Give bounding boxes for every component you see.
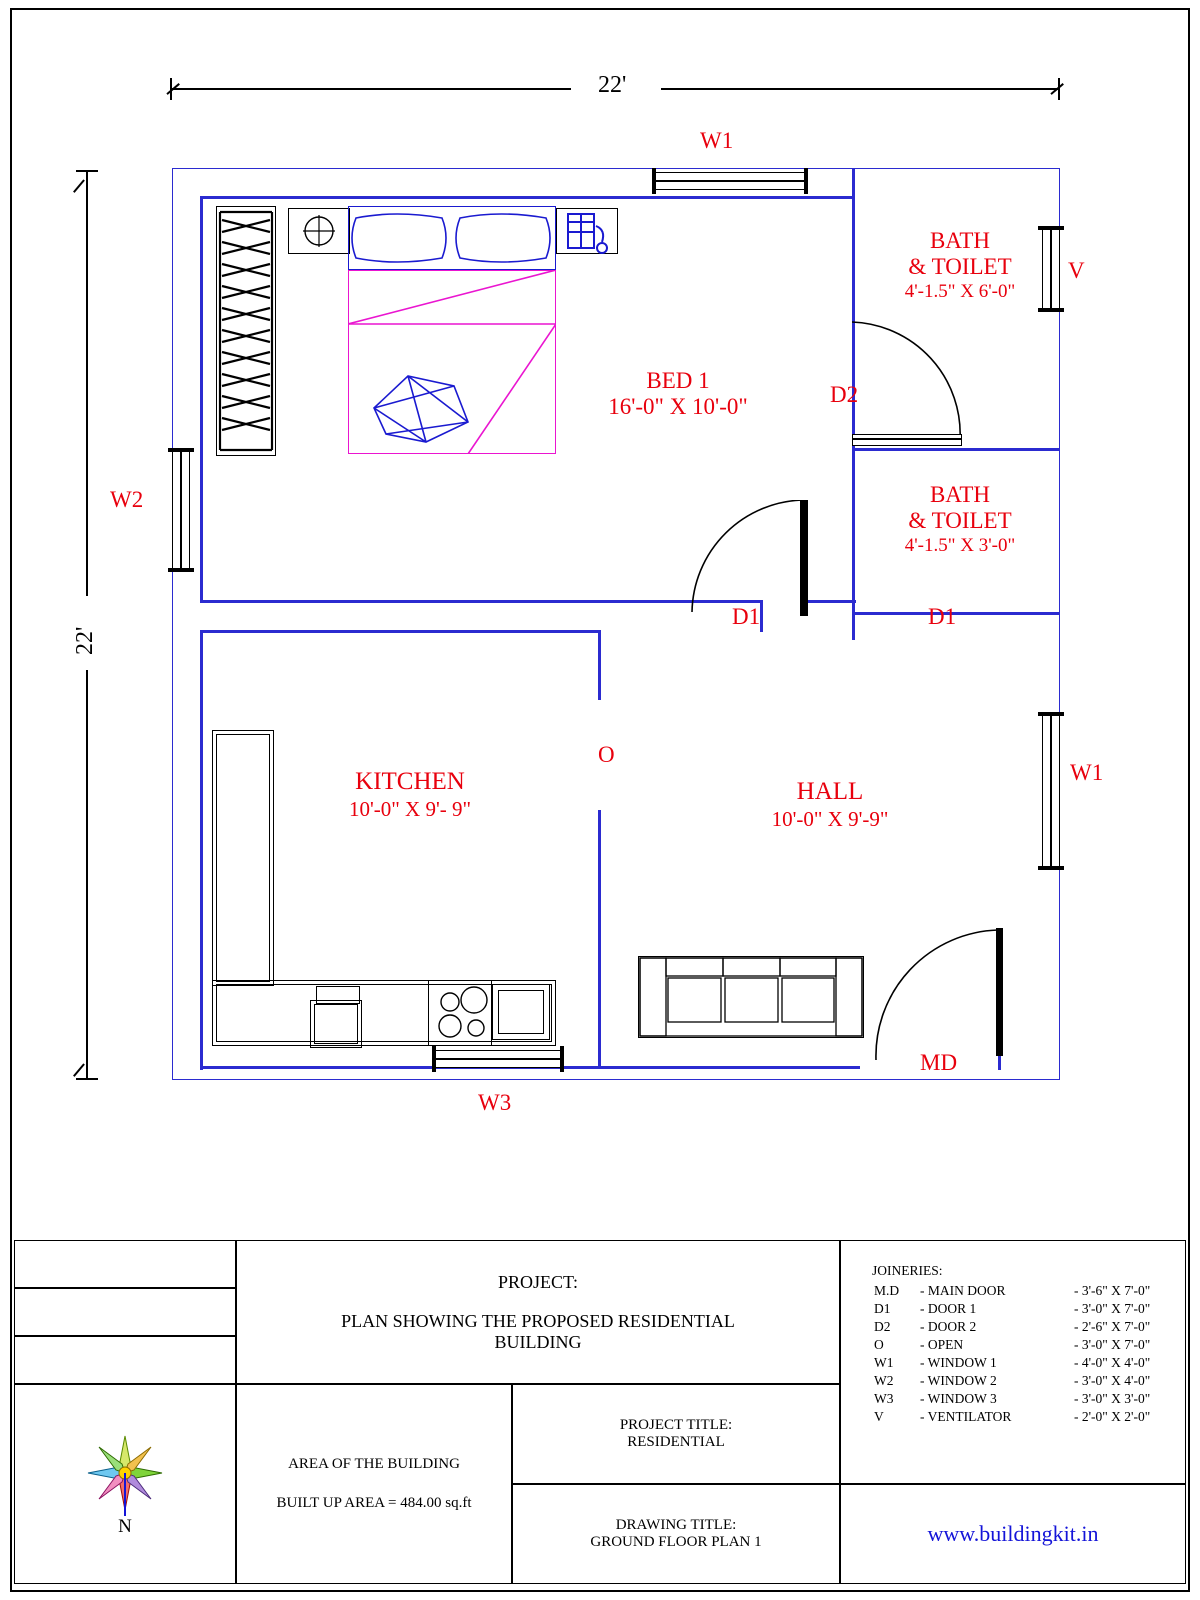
project-title-label: PROJECT TITLE: xyxy=(619,1417,733,1433)
room-size-bed1: 16'-0" X 10'-0" xyxy=(608,394,748,420)
drawing-title-label: DRAWING TITLE: xyxy=(615,1517,737,1533)
joinery-code: O xyxy=(874,1336,884,1352)
joinery-row xyxy=(872,1336,1152,1354)
project-title-value: RESIDENTIAL xyxy=(627,1434,725,1450)
joinery-size: - 2'-6" X 7'-0" xyxy=(1074,1318,1151,1334)
project-name-line2: BUILDING xyxy=(494,1331,582,1352)
label-d1-center: D1 xyxy=(732,604,761,629)
label-w1-top: W1 xyxy=(700,128,734,153)
room-size-hall: 10'-0" X 9'-9" xyxy=(771,806,889,831)
joinery-code: M.D xyxy=(874,1282,900,1298)
joinery-row xyxy=(872,1390,1152,1408)
joinery-code: D1 xyxy=(874,1300,891,1316)
joinery-code: V xyxy=(874,1408,884,1424)
room-name-bath1-l2: & TOILET xyxy=(908,254,1012,280)
joinery-size: - 3'-0" X 7'-0" xyxy=(1074,1336,1151,1352)
joinery-row xyxy=(872,1300,1152,1318)
tb-website-box xyxy=(840,1484,1186,1584)
tb-project-title-box xyxy=(512,1384,840,1484)
label-ventilator-v: V xyxy=(1068,258,1085,283)
joinery-row xyxy=(872,1318,1152,1336)
room-size-bath1: 4'-1.5" X 6'-0" xyxy=(904,280,1016,302)
joinery-size: - 3'-0" X 7'-0" xyxy=(1074,1300,1151,1316)
left-dimension-label: 22' xyxy=(72,626,98,655)
room-name-bath1-l1: BATH xyxy=(929,228,991,253)
joinery-code: W1 xyxy=(874,1354,894,1370)
joinery-row xyxy=(872,1408,1152,1426)
joinery-size: - 3'-0" X 3'-0" xyxy=(1074,1390,1151,1406)
joinery-size: - 4'-0" X 4'-0" xyxy=(1074,1354,1151,1370)
top-dimension-label: 22' xyxy=(598,72,627,98)
joinery-row xyxy=(872,1282,1152,1300)
website-link[interactable]: www.buildingkit.in xyxy=(927,1521,1099,1546)
joinery-desc: - VENTILATOR xyxy=(920,1408,1012,1424)
joinery-desc: - WINDOW 1 xyxy=(920,1354,997,1370)
room-name-hall: HALL xyxy=(796,778,864,805)
room-name-bath2-l1: BATH xyxy=(929,482,991,507)
label-md: MD xyxy=(920,1050,958,1075)
label-d1-right: D1 xyxy=(928,604,957,629)
room-label-bath1 xyxy=(870,228,1050,303)
tb-area-box xyxy=(236,1384,512,1584)
label-open-o: O xyxy=(598,742,615,767)
room-name-bath2-l2: & TOILET xyxy=(908,508,1012,534)
joinery-desc: - DOOR 1 xyxy=(920,1300,977,1316)
joinery-size: - 2'-0" X 2'-0" xyxy=(1074,1408,1151,1424)
room-size-kitchen: 10'-0" X 9'- 9" xyxy=(348,796,472,821)
joinery-size: - 3'-0" X 4'-0" xyxy=(1074,1372,1151,1388)
room-label-hall xyxy=(730,778,930,831)
joinery-desc: - DOOR 2 xyxy=(920,1318,977,1334)
room-size-bath2: 4'-1.5" X 3'-0" xyxy=(904,534,1016,556)
joinery-row xyxy=(872,1354,1152,1372)
label-w3-bottom: W3 xyxy=(478,1090,512,1115)
label-w1-right: W1 xyxy=(1070,760,1104,785)
north-label: N xyxy=(118,1516,132,1537)
joinery-row xyxy=(872,1372,1152,1390)
joineries-list xyxy=(872,1262,1152,1426)
joinery-desc: - WINDOW 3 xyxy=(920,1390,997,1406)
area-value: BUILT UP AREA = 484.00 sq.ft xyxy=(276,1495,472,1511)
joinery-desc: - OPEN xyxy=(920,1336,964,1352)
room-name-bed1: BED 1 xyxy=(646,368,710,393)
room-label-bath2 xyxy=(870,482,1050,557)
joinery-size: - 3'-6" X 7'-0" xyxy=(1074,1282,1151,1298)
room-label-bed1 xyxy=(598,368,758,421)
joinery-desc: - MAIN DOOR xyxy=(920,1282,1006,1298)
tb-left-box-2 xyxy=(14,1288,236,1336)
joineries-heading: JOINERIES: xyxy=(872,1263,943,1278)
area-title: AREA OF THE BUILDING xyxy=(288,1456,460,1472)
project-label: PROJECT: xyxy=(497,1271,579,1292)
drawing-title-value: GROUND FLOOR PLAN 1 xyxy=(590,1534,762,1550)
room-label-kitchen xyxy=(300,768,520,821)
joinery-code: D2 xyxy=(874,1318,891,1334)
label-w2-left: W2 xyxy=(110,487,144,512)
tb-drawing-title-box xyxy=(512,1484,840,1584)
joinery-code: W2 xyxy=(874,1372,894,1388)
label-d2: D2 xyxy=(830,382,859,407)
joinery-code: W3 xyxy=(874,1390,894,1406)
tb-north-box xyxy=(14,1384,236,1584)
tb-left-box-1 xyxy=(14,1240,236,1288)
project-name-line1: PLAN SHOWING THE PROPOSED RESIDENTIAL xyxy=(341,1310,735,1331)
tb-left-box-3 xyxy=(14,1336,236,1384)
room-name-kitchen: KITCHEN xyxy=(355,768,465,795)
tb-project-box xyxy=(236,1240,840,1384)
joinery-desc: - WINDOW 2 xyxy=(920,1372,997,1388)
